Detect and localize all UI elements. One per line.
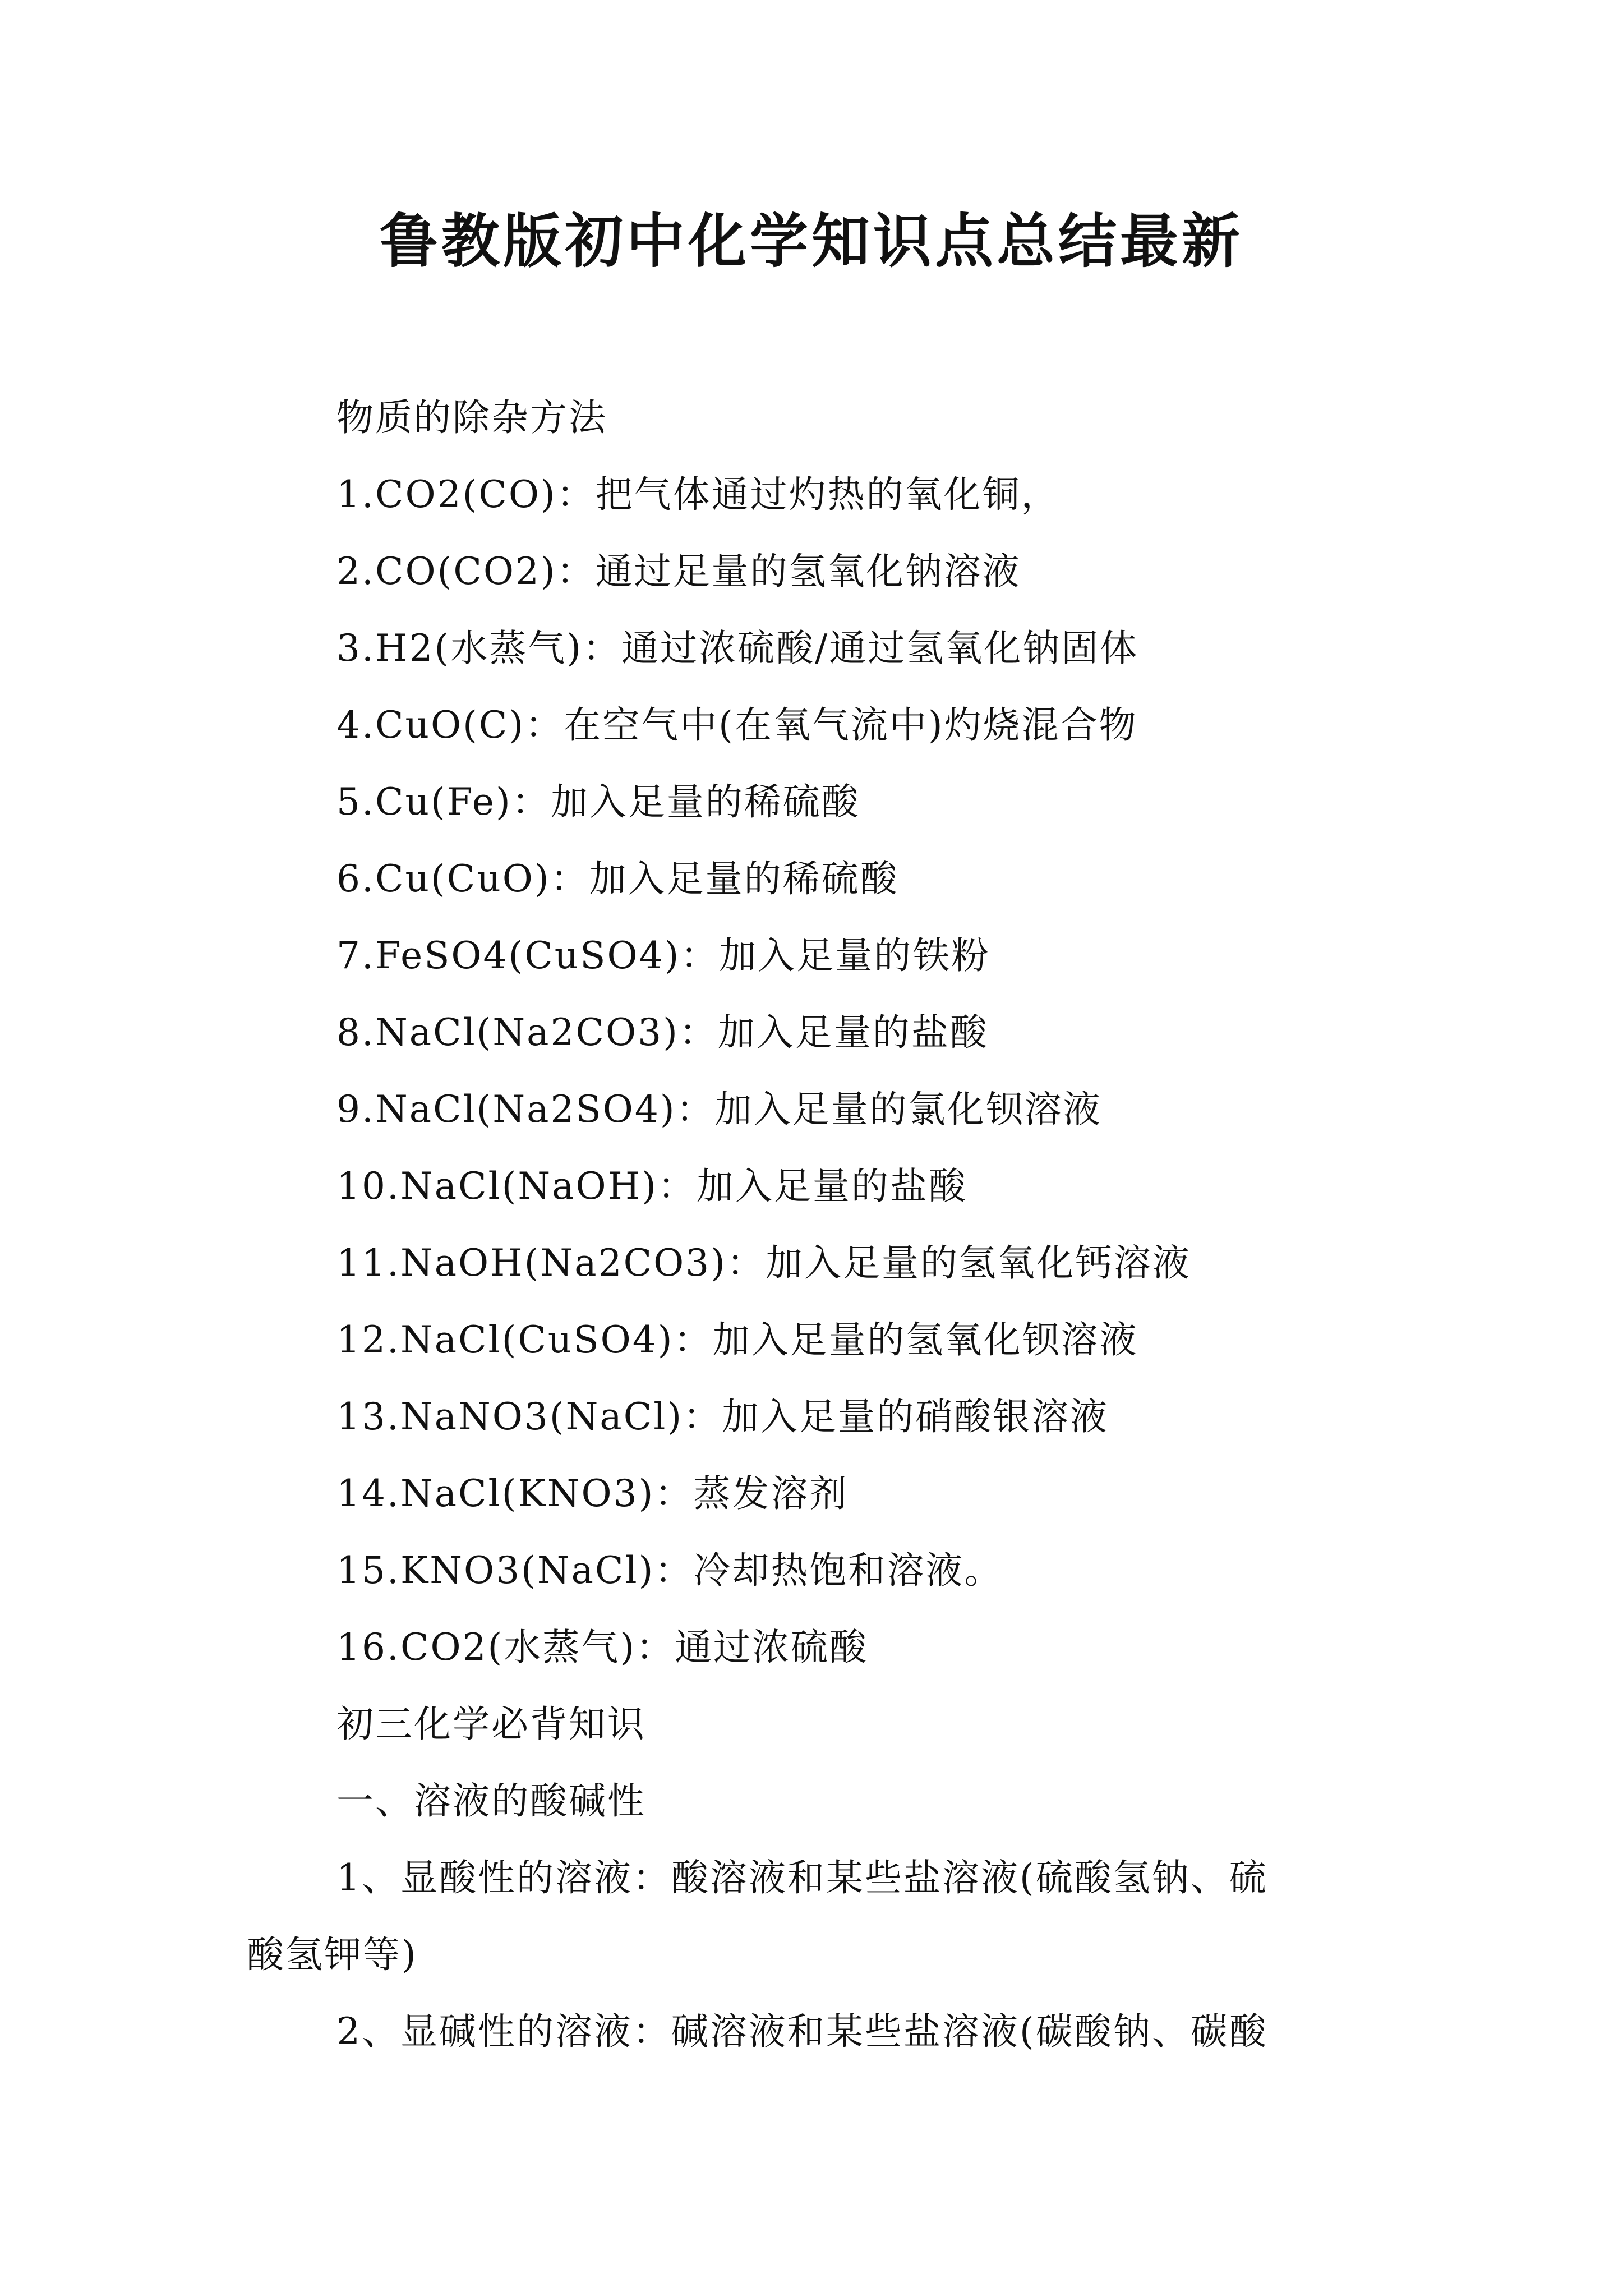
paragraph-line: 酸氢钾等) [247,1933,418,1976]
document-title: 鲁教版初中化学知识点总结最新 [379,207,1243,275]
paragraph [247,1993,1385,2070]
section-heading: 初三化学必背知识 [336,1703,646,1746]
list-item: 7.FeSO4(CuSO4)：加入足量的铁粉 [336,934,990,977]
section-heading: 物质的除杂方法 [336,396,607,439]
list-item: 12.NaCl(CuSO4)：加入足量的氢氧化钡溶液 [336,1318,1138,1361]
paragraph [247,1839,1385,1993]
list-item: 10.NaCl(NaOH)：加入足量的盐酸 [336,1165,967,1208]
document-body [247,379,1385,2070]
list-item: 15.KNO3(NaCl)：冷却热饱和溶液。 [336,1549,1003,1592]
list-item: 14.NaCl(KNO3)：蒸发溶剂 [336,1472,849,1515]
list-item: 2.CO(CO2)：通过足量的氢氧化钠溶液 [336,550,1021,593]
list-item: 13.NaNO3(NaCl)：加入足量的硝酸银溶液 [336,1395,1109,1438]
list-item: 4.CuO(C)：在空气中(在氧气流中)灼烧混合物 [336,703,1138,747]
list-item: 1.CO2(CO)：把气体通过灼热的氧化铜， [336,473,1060,516]
paragraph-line: 2、显碱性的溶液：碱溶液和某些盐溶液(碳酸钠、碳酸 [336,2010,1268,2053]
list-item: 11.NaOH(Na2CO3)：加入足量的氢氧化钙溶液 [336,1241,1191,1285]
paragraph-line: 1、显酸性的溶液：酸溶液和某些盐溶液(硫酸氢钠、硫 [336,1856,1268,1899]
list-item: 5.Cu(Fe)：加入足量的稀硫酸 [336,780,860,823]
list-item: 16.CO2(水蒸气)：通过浓硫酸 [336,1626,869,1669]
list-item: 3.H2(水蒸气)：通过浓硫酸/通过氢氧化钠固体 [336,627,1139,670]
list-item: 8.NaCl(Na2CO3)：加入足量的盐酸 [336,1011,989,1054]
subsection-heading: 一、溶液的酸碱性 [336,1779,646,1823]
list-item: 9.NaCl(Na2SO4)：加入足量的氯化钡溶液 [336,1088,1102,1131]
list-item: 6.Cu(CuO)：加入足量的稀硫酸 [336,857,899,900]
